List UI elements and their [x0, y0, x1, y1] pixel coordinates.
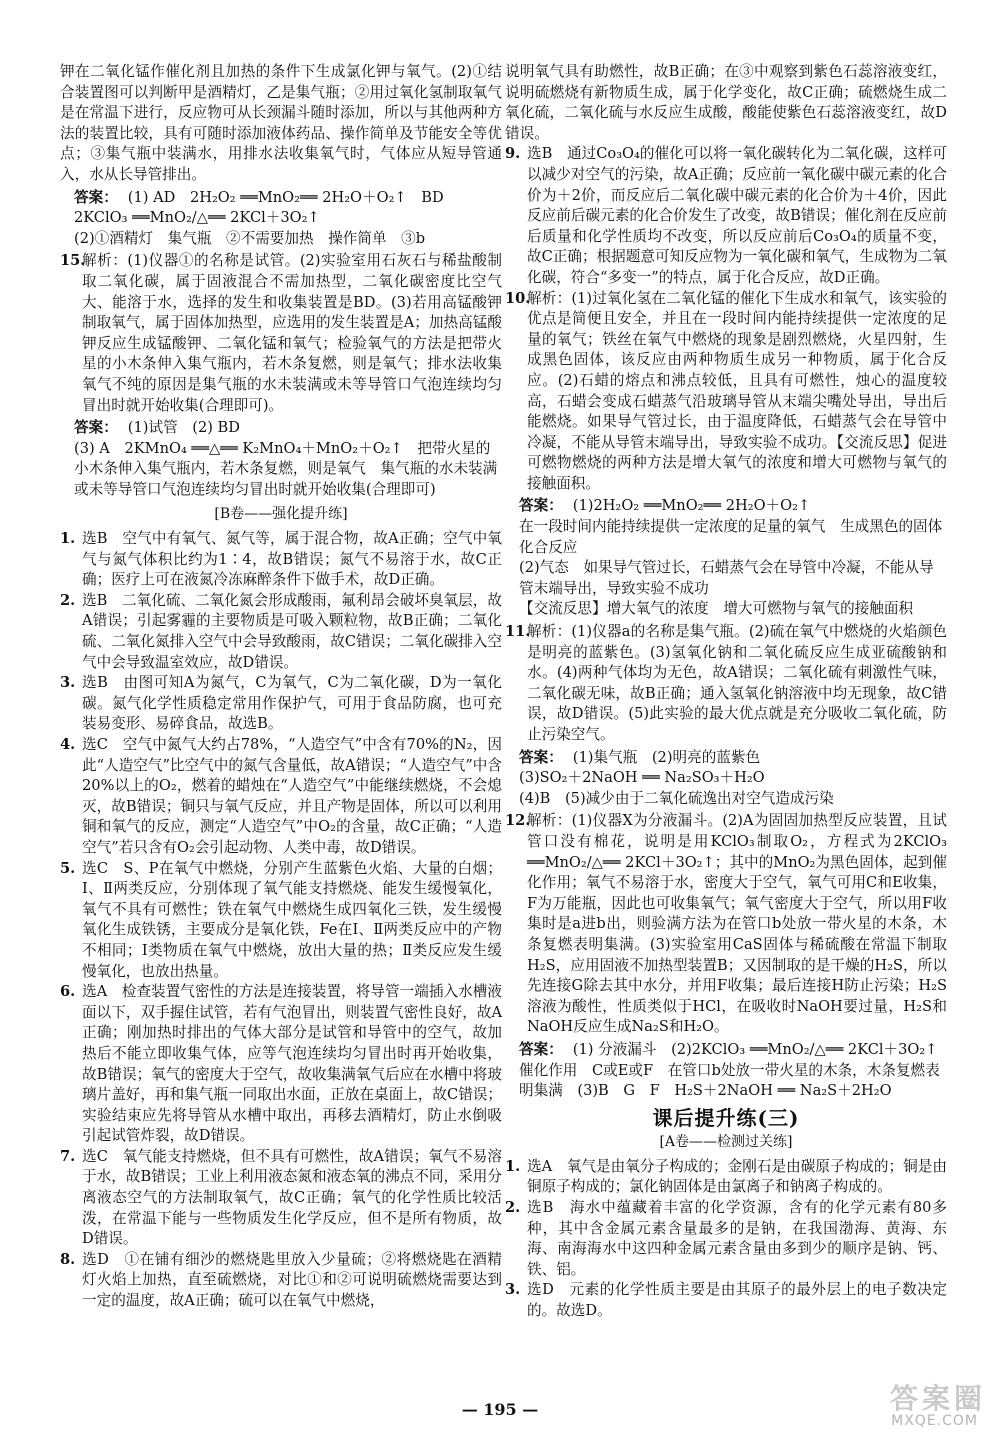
answer-line: (4)B (5)减少由于二氧化硫逸出对空气造成污染 [519, 789, 834, 807]
answer-line: (1)集气瓶 (2)明亮的蓝紫色 [572, 748, 761, 766]
item-text: 解析：(1)仪器a的名称是集气瓶。(2)硫在氧气中燃烧的火焰颜色是明亮的蓝紫色。(3)氢氧化钠和二氧化硫反应生成亚硫酸钠和水。(4)两种气体均为无色，故A错误；二氧化硫有刺激性气味，二氧化碳无味，故B正确；通入氢氧化钠溶液中均无现象，故C错误，故D错误。(5)此实验的最大优点就是充分吸收二氧化硫，防止污染空气。 [527, 623, 947, 743]
answer-line: (3)SO₂＋2NaOH ══ Na₂SO₃＋H₂O [519, 769, 765, 787]
question-item [60, 591, 502, 673]
item-text: 解析：(1)仪器X为分液漏斗。(2)A为固固加热型反应装置，且试管口没有棉花，说明是用KClO₃制取O₂，方程式为2KClO₃ ══MnO₂/△══ 2KCl＋3O₂↑；其中的MnO₂为黑色固体，起到催化作用；氧气不易溶于水，密度大于空气，氧气可用C和E收集，F为万能瓶，因此也可收集氧气；氧气密度大于空气，所以用F收集时是a进b出，则验满方法为在管口b处放一带火星的木条，木条复燃表明集满。(3)实验室用CaS固体与稀硫酸在常温下制取H₂S，应用固液不加热型装置B；又因制取的是干燥的H₂S，所以先连接G除去其中水分，并用F收集；最后连接H防止污染；H₂S溶液为酸性，性质类似于HCl，在吸收时NaOH要过量，H₂S和NaOH反应生成Na₂S和H₂O。 [527, 812, 947, 1036]
answer-line: (1) 分液漏斗 (2)2KClO₃ ══MnO₂/△══ 2KCl＋3O₂↑ 催化作用 C或E或F 在管口b处放一带火星的木条，木条复燃表明集满 (3)B G F H₂S＋2NaOH ══ Na₂S＋2H₂O [519, 1040, 953, 1100]
question-item [60, 982, 502, 1147]
question-item-15 [60, 251, 502, 416]
right-item-list-d [505, 1157, 947, 1322]
section-heading-b: [B卷——强化提升练] [214, 506, 348, 523]
item-number: 6. [60, 983, 76, 1001]
right-item-list-b [505, 622, 947, 746]
answer-block-10 [519, 496, 957, 620]
question-item [505, 622, 947, 746]
answer-block-12 [519, 1040, 953, 1102]
item-text: 选C 氧气能支持燃烧，但不具有可燃性，故A错误；氧气不易溶于水，故B错误；工业上利用液态氮和液态氧的沸点不同，采用分离液态空气的方法制取氧气，故C正确；氧气的化学性质比较活泼，在常温下能与一些物质发生化学反应，但不是所有物质，故D错误。 [82, 1147, 502, 1248]
item-number: 2. [60, 591, 76, 609]
paragraph-continuation: 说明氧气具有助燃性，故B正确；在③中观察到紫色石蕊溶液变红，说明硫燃烧有新物质生成，属于化学变化，故C正确；硫燃烧生成二氧化硫，二氧化硫与水反应生成酸，酸能使紫色石蕊溶液变红，故D错误。 [505, 63, 947, 142]
left-item-list [60, 529, 502, 1312]
item-number: 8. [60, 1250, 76, 1268]
item-text: 选D 元素的化学性质主要是由其原子的最外层上的电子数决定的。故选D。 [527, 1281, 947, 1320]
answer-label: 答案： [519, 748, 563, 766]
question-item [505, 811, 947, 1038]
question-item [505, 144, 947, 288]
item-number: 2. [505, 1199, 521, 1217]
answer-line: (1)试管 (2) BD [127, 419, 240, 437]
item-text: 选A 检查装置气密性的方法是连接装置，将导管一端插入水槽液面以下，双手握住试管，若有气泡冒出，则装置气密性良好，故A正确；刚加热时排出的气体大部分是试管和导管中的空气，故加热后不能立即收集气体，应等气泡连续均匀冒出时再开始收集，故B错误；氧气的密度大于空气，故收集满氧气后应在水槽中将玻璃片盖好，再和集气瓶一同取出水面，正放在桌面上，故C错误；实验结束应先将导管从水槽中取出，再移去酒精灯，防止水倒吸引起试管炸裂，故D错误。 [82, 983, 502, 1145]
watermark-logo [826, 1377, 986, 1437]
answer-line: (3) A 2KMnO₄ ══△══ K₂MnO₄＋MnO₂＋O₂↑ 把带火星的小木条伸入集气瓶内，若木条复燃，则是氧气 集气瓶的水未装满或未等导管口气泡连续均匀冒出时就开始收集(合理即可) [74, 439, 498, 498]
question-item [60, 673, 502, 735]
paragraph-continuation: 钾在二氧化锰作催化剂且加热的条件下生成氯化钾与氧气。(2)①结合装置图可以判断甲是酒精灯，乙是集气瓶；②用过氧化氢制取氧气是在常温下进行，反应物可从长颈漏斗随时添加，所以与其他两种方法的装置比较，具有可随时添加液体药品、操作简单及节能安全等优点；③集气瓶中装满水，用排水法收集氧气时，气体应从短导管通入，水从长导管排出。 [60, 63, 502, 183]
item-text: 解析：(1)仪器①的名称是试管。(2)实验室用石灰石与稀盐酸制取二氧化碳，属于固液混合不需加热型，二氧化碳密度比空气大、能溶于水，选择的发生和收集装置是BD。(3)若用高锰酸钾制取氧气，属于固体加热型，应选用的发生装置是A；加热高锰酸钾反应生成锰酸钾、二氧化锰和氧气；检验氧气的方法是把带火星的小木条伸入集气瓶内，若木条复燃，则是氧气；排水法收集氧气不纯的原因是集气瓶的水未装满或未等导管口气泡连续均匀冒出时就开始收集(合理即可)。 [82, 252, 502, 414]
answer-label: 答案： [519, 497, 563, 515]
answer-block-15 [74, 418, 502, 500]
item-text: 选B 由图可知A为氮气，C为氧气，C为二氧化碳，D为一氧化碳。氮气化学性质稳定常用作保护气，可用于食品防腐，也可充装易变形、易碎食品，故选B。 [82, 674, 502, 733]
question-item [60, 735, 502, 859]
section-heading-a: [A卷——检测过关练] [659, 1134, 793, 1151]
item-number: 3. [505, 1281, 521, 1299]
page-number: — 195 — [461, 1400, 539, 1419]
right-item-list-c [505, 811, 947, 1038]
right-item-list-a [505, 144, 947, 494]
question-item [505, 1280, 947, 1321]
item-number: 12. [505, 812, 531, 830]
answer-line: (2)气态 如果导气管过长，石蜡蒸气会在导管中冷凝，不能从导管末端导出，导致实验不成功 [519, 559, 934, 597]
answer-block-11 [519, 748, 947, 810]
section-title: 课后提升练(三) [652, 1105, 800, 1130]
question-item [505, 1157, 947, 1198]
item-text: 选A 氧气是由氧分子构成的；金刚石是由碳原子构成的；铜是由铜原子构成的；氯化钠固体是由氯离子和钠离子构成的。 [527, 1157, 947, 1196]
item-number: 11. [505, 623, 531, 641]
watermark-text: 答案圈 [889, 1382, 986, 1415]
watermark-url: MXQE.COM [891, 1413, 978, 1429]
item-text: 选C S、P在氧气中燃烧，分别产生蓝紫色火焰、大量的白烟；Ⅰ、Ⅱ两类反应，分别体现了氧气能支持燃烧、能发生缓慢氧化，氧气不具有可燃性；铁在氧气中燃烧生成四氧化三铁，发生缓慢氧化生成铁锈，主要成分是氧化铁，Fe在Ⅰ、Ⅱ两类反应中的产物不相同；Ⅰ类物质在氧气中燃烧，放出大量的热；Ⅱ类反应发生缓慢氧化，也放出热量。 [82, 859, 502, 980]
item-number: 10. [505, 289, 531, 307]
item-text: 选D ①在铺有细沙的燃烧匙里放入少量硫；②将燃烧匙在酒精灯火焰上加热，直至硫燃烧，对比①和②可说明硫燃烧需要达到一定的温度，故A正确；硫可以在氧气中燃烧， [82, 1250, 502, 1310]
item-number: 9. [505, 145, 521, 163]
item-text: 解析：(1)过氧化氢在二氧化锰的催化下生成水和氧气，该实验的优点是简便且安全，并且在一段时间内能持续提供一定浓度的足量的氧气；铁丝在氧气中燃烧的现象是剧烈燃烧，火星四射，生成黑色固体，该反应由两种物质生成另一种物质，属于化合反应。(2)石蜡的熔点和沸点较低，且具有可燃性，烛心的温度较高，石蜡会变成石蜡蒸气沿玻璃导管从末端尖嘴处导出，导出后能燃烧。如果导气管过长，由于温度降低，石蜡蒸气会在导管中冷凝，不能从导管末端导出，导致实验不成功。【交流反思】促进可燃物燃烧的两种方法是增大氧气的浓度和增大可燃物与氧气的接触面积。 [527, 289, 947, 492]
answer-line: 2KClO₃ ══MnO₂/△══ 2KCl＋3O₂↑ [74, 209, 320, 227]
answer-line: (1)2H₂O₂ ══MnO₂══ 2H₂O＋O₂↑ [572, 497, 811, 515]
question-item [60, 1147, 502, 1250]
item-number: 15. [60, 252, 86, 270]
item-text: 选B 通过Co₃O₄的催化可以将一氧化碳转化为二氧化碳，这样可以减少对空气的污染，故A正确；反应前一氧化碳中碳元素的化合价为＋2价，而反应后二氧化碳中碳元素的化合价为＋4价，因此反应前后碳元素的化合价发生了改变，故B错误；催化剂在反应前后质量和化学性质均不改变，所以反应前后Co₃O₄的质量不变，故C正确；根据题意可知反应物为一氧化碳和氧气，生成物为二氧化碳，符合“多变一”的特点，属于化合反应，故D正确。 [527, 145, 947, 286]
answer-line: 在一段时间内能持续提供一定浓度的足量的氧气 生成黑色的固体 化合反应 [519, 518, 957, 556]
item-number: 3. [60, 674, 76, 692]
answer-line: 【交流反思】增大氧气的浓度 增大可燃物与氧气的接触面积 [519, 600, 914, 618]
answer-line: (2)①酒精灯 集气瓶 ②不需要加热 操作简单 ③b [74, 229, 426, 247]
question-item [505, 1198, 947, 1280]
right-column [505, 62, 957, 1322]
question-item [60, 529, 502, 591]
item-text: 选B 海水中蕴藏着丰富的化学资源，含有的化学元素有80多种，其中含金属元素含量最多的是钠，在我国渤海、黄海、东海、南海海水中这四种金属元素含量由多到少的顺序是钠、钙、铁、铝。 [527, 1199, 947, 1278]
question-item [60, 859, 502, 983]
question-item [505, 289, 947, 495]
item-number: 7. [60, 1147, 76, 1165]
answer-label: 答案： [519, 1040, 563, 1058]
answer-block-14 [74, 188, 502, 250]
item-number: 1. [505, 1157, 521, 1175]
item-number: 5. [60, 859, 76, 877]
item-text: 选B 空气中有氧气、氮气等，属于混合物，故A正确；空气中氧气与氮气体积比约为1∶4，故B错误；氮气不易溶于水，故C正确；医疗上可在液氮冷冻麻醉条件下做手术，故D正确。 [82, 530, 502, 589]
answer-label: 答案： [74, 188, 118, 206]
answer-line: (1) AD 2H₂O₂ ══MnO₂══ 2H₂O＋O₂↑ BD [127, 188, 444, 206]
item-number: 1. [60, 530, 76, 548]
left-column [60, 62, 502, 1312]
question-item [60, 1250, 502, 1312]
item-text: 选B 二氧化硫、二氧化氮会形成酸雨，氟利昂会破坏臭氧层，故A错误；引起雾霾的主要物质是可吸入颗粒物，故B正确；二氧化硫、二氧化氮排入空气中会导致酸雨，故C错误；二氧化碳排入空气中会导致温室效应，故D错误。 [82, 591, 502, 671]
item-text: 选C 空气中氮气大约占78%，“人造空气”中含有70%的N₂，因此“人造空气”比空气中的氮气含量低，故A错误；“人造空气”中含20%以上的O₂，燃着的蜡烛在“人造空气”中能继续燃烧，不会熄灭，故B错误；铜只与氧气反应，并且产物是固体，所以可以利用铜和氧气的反应，测定“人造空气”中O₂的含量，故C正确；“人造空气”若只含有O₂会引起动物、人类中毒，故D错误。 [82, 736, 502, 856]
answer-label: 答案： [74, 419, 118, 437]
item-number: 4. [60, 736, 76, 753]
